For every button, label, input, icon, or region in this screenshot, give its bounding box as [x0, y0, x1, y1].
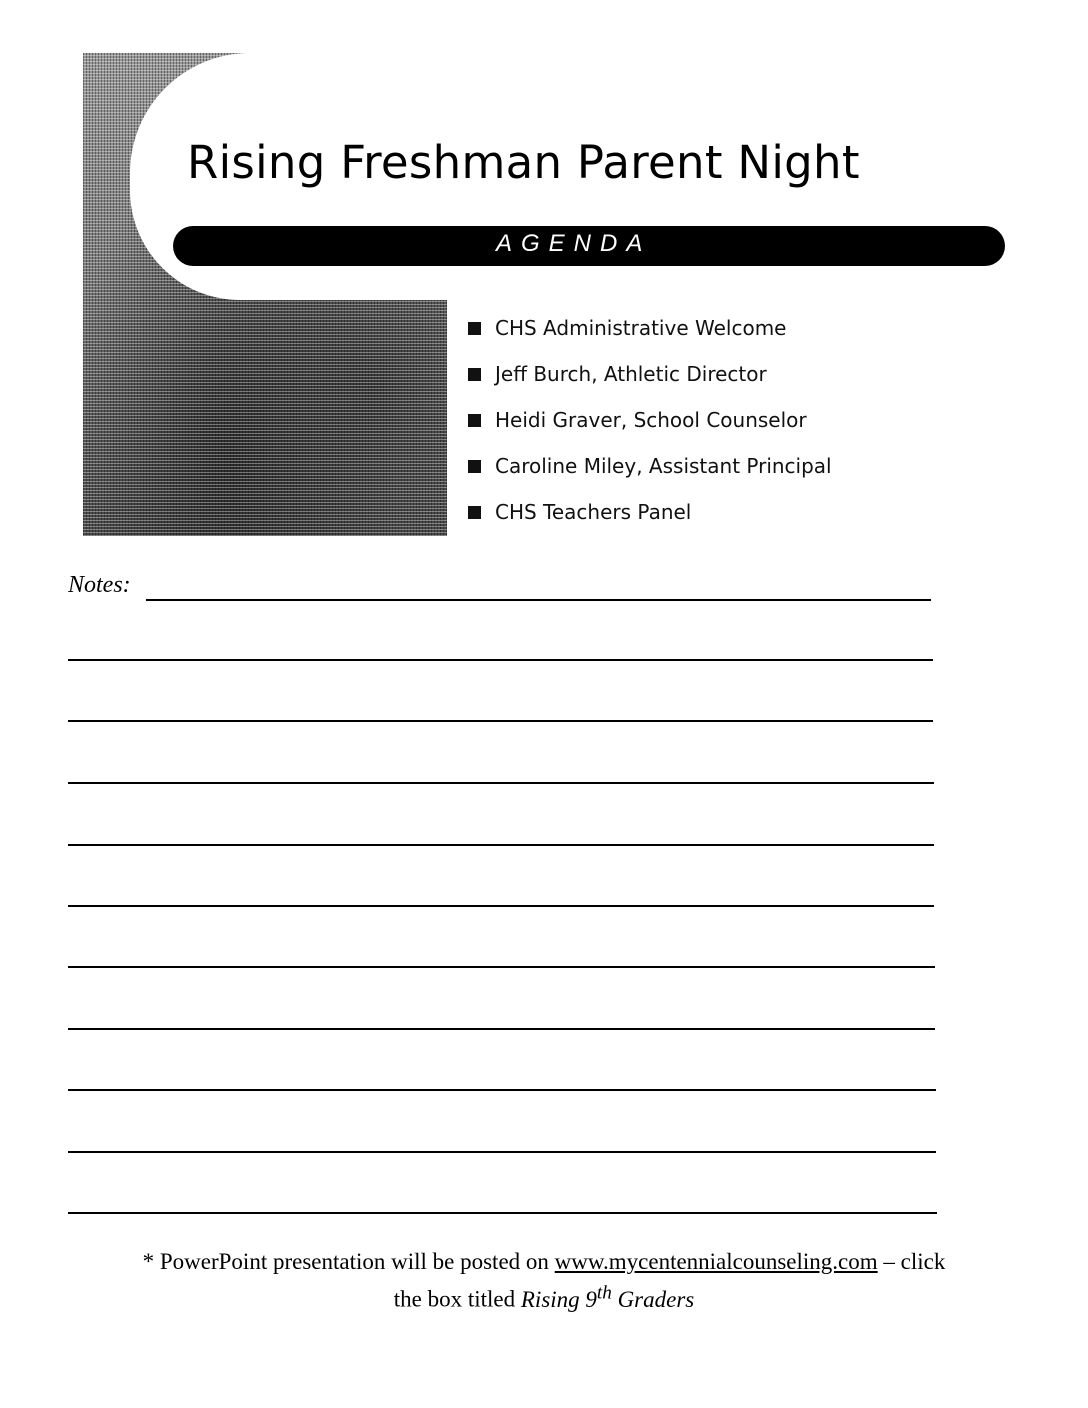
agenda-item-text: Caroline Miley, Assistant Principal [495, 454, 832, 478]
website-link[interactable]: www.mycentennialcounseling.com [554, 1249, 878, 1274]
footnote-italic: Rising 9 [520, 1286, 597, 1312]
notes-line [68, 844, 934, 846]
square-bullet-icon [468, 322, 481, 335]
agenda-item [468, 305, 832, 351]
agenda-item-text: Heidi Graver, School Counselor [495, 408, 807, 432]
rising-graders-title [520, 1282, 695, 1312]
agenda-item [468, 443, 832, 489]
footnote-line-2 [44, 1277, 1044, 1315]
square-bullet-icon [468, 368, 481, 381]
agenda-item [468, 489, 832, 535]
notes-line [68, 966, 935, 968]
agenda-item-text: Jeff Burch, Athletic Director [495, 362, 767, 386]
agenda-item-text: CHS Administrative Welcome [495, 316, 787, 340]
footnote [44, 1246, 1044, 1315]
footnote-text: – click [877, 1249, 946, 1274]
notes-line [68, 720, 933, 722]
notes-label: Notes: [68, 572, 131, 598]
footnote-italic: Graders [611, 1286, 695, 1312]
notes-line [68, 782, 934, 784]
notes-line [146, 599, 931, 601]
notes-line [68, 659, 933, 661]
footnote-text: * PowerPoint presentation will be posted on [142, 1249, 555, 1274]
footnote-superscript: th [596, 1282, 612, 1303]
agenda-item [468, 397, 832, 443]
agenda-banner [173, 226, 1005, 266]
notes-line [68, 1089, 936, 1091]
notes-line [68, 1028, 935, 1030]
agenda-list [468, 305, 832, 535]
square-bullet-icon [468, 506, 481, 519]
agenda-item-text: CHS Teachers Panel [495, 500, 692, 524]
square-bullet-icon [468, 460, 481, 473]
square-bullet-icon [468, 414, 481, 427]
agenda-label: AGENDA [496, 230, 652, 257]
notes-line [68, 1151, 936, 1153]
footnote-line-1 [44, 1246, 1044, 1277]
page-title: Rising Freshman Parent Night [187, 136, 860, 189]
notes-line [68, 905, 934, 907]
footnote-text: the box titled [393, 1286, 521, 1312]
notes-line [68, 1212, 937, 1214]
agenda-item [468, 351, 832, 397]
